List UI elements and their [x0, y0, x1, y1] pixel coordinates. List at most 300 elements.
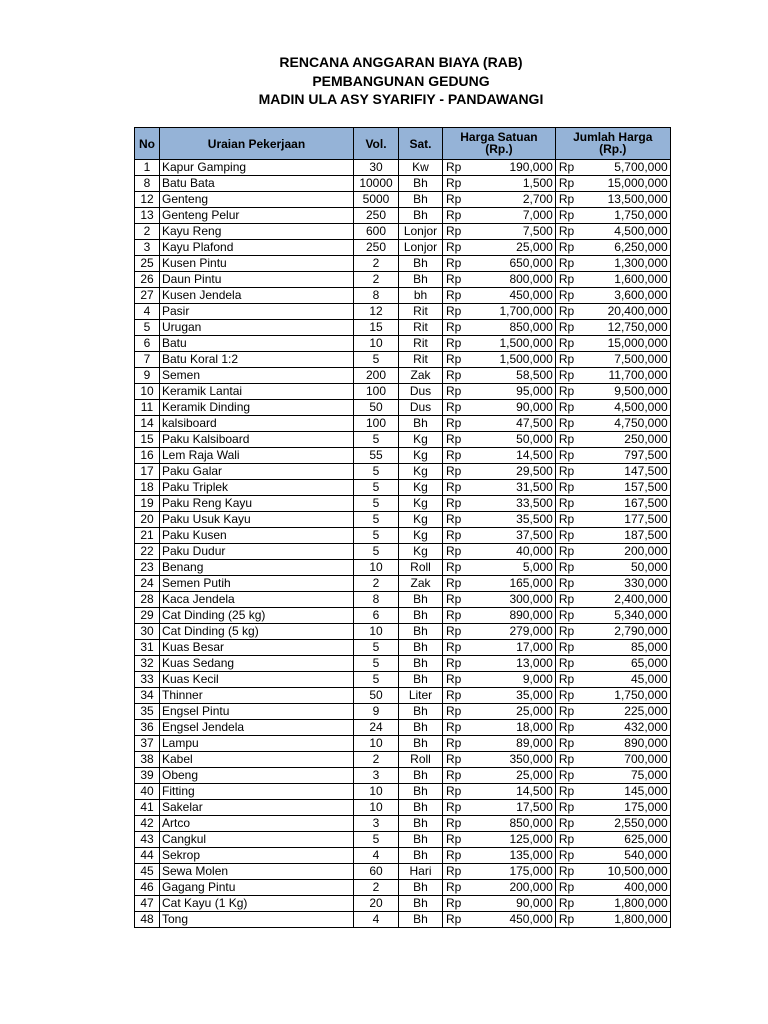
table-row: [135, 368, 671, 384]
cell-no: 21: [135, 528, 160, 544]
cell-sat: Bh: [399, 736, 443, 752]
cell-currency-harga: Rp: [443, 768, 464, 784]
cell-currency-jumlah: Rp: [555, 528, 576, 544]
cell-jumlah-harga: 250,000: [576, 432, 670, 448]
cell-vol: 20: [354, 896, 399, 912]
cell-sat: Kw: [399, 160, 443, 176]
cell-currency-harga: Rp: [443, 816, 464, 832]
cell-uraian: Kusen Jendela: [160, 288, 354, 304]
cell-currency-harga: Rp: [443, 464, 464, 480]
cell-no: 46: [135, 880, 160, 896]
cell-harga-satuan: 25,000: [463, 240, 555, 256]
cell-jumlah-harga: 540,000: [576, 848, 670, 864]
cell-currency-jumlah: Rp: [555, 608, 576, 624]
cell-currency-harga: Rp: [443, 688, 464, 704]
cell-vol: 5000: [354, 192, 399, 208]
cell-vol: 100: [354, 416, 399, 432]
cell-sat: Bh: [399, 176, 443, 192]
cell-uraian: Pasir: [160, 304, 354, 320]
cell-vol: 5: [354, 464, 399, 480]
cell-vol: 10: [354, 800, 399, 816]
cell-jumlah-harga: 200,000: [576, 544, 670, 560]
cell-uraian: Kayu Reng: [160, 224, 354, 240]
cell-currency-harga: Rp: [443, 192, 464, 208]
cell-jumlah-harga: 11,700,000: [576, 368, 670, 384]
cell-jumlah-harga: 5,340,000: [576, 608, 670, 624]
table-row: [135, 720, 671, 736]
cell-jumlah-harga: 700,000: [576, 752, 670, 768]
table-row: [135, 832, 671, 848]
cell-harga-satuan: 165,000: [463, 576, 555, 592]
cell-sat: Rit: [399, 320, 443, 336]
cell-vol: 600: [354, 224, 399, 240]
cell-harga-satuan: 37,500: [463, 528, 555, 544]
cell-jumlah-harga: 65,000: [576, 656, 670, 672]
cell-currency-harga: Rp: [443, 352, 464, 368]
cell-currency-jumlah: Rp: [555, 640, 576, 656]
cell-currency-jumlah: Rp: [555, 544, 576, 560]
cell-jumlah-harga: 2,790,000: [576, 624, 670, 640]
table-row: [135, 816, 671, 832]
cell-harga-satuan: 47,500: [463, 416, 555, 432]
cell-currency-jumlah: Rp: [555, 736, 576, 752]
cell-no: 44: [135, 848, 160, 864]
cell-currency-harga: Rp: [443, 320, 464, 336]
cell-currency-jumlah: Rp: [555, 704, 576, 720]
cell-currency-harga: Rp: [443, 720, 464, 736]
cell-harga-satuan: 9,000: [463, 672, 555, 688]
cell-jumlah-harga: 1,800,000: [576, 912, 670, 928]
cell-currency-harga: Rp: [443, 704, 464, 720]
cell-currency-harga: Rp: [443, 560, 464, 576]
header-harga-satuan-line1: Harga Satuan: [460, 130, 538, 144]
cell-currency-jumlah: Rp: [555, 368, 576, 384]
table-row: [135, 880, 671, 896]
cell-sat: Bh: [399, 592, 443, 608]
cell-currency-jumlah: Rp: [555, 208, 576, 224]
table-row: [135, 912, 671, 928]
cell-harga-satuan: 890,000: [463, 608, 555, 624]
cell-jumlah-harga: 45,000: [576, 672, 670, 688]
cell-uraian: Paku Dudur: [160, 544, 354, 560]
cell-uraian: Gagang Pintu: [160, 880, 354, 896]
cell-currency-harga: Rp: [443, 176, 464, 192]
cell-uraian: Batu Koral 1:2: [160, 352, 354, 368]
cell-currency-jumlah: Rp: [555, 768, 576, 784]
cell-jumlah-harga: 145,000: [576, 784, 670, 800]
cell-jumlah-harga: 85,000: [576, 640, 670, 656]
cell-vol: 3: [354, 816, 399, 832]
cell-harga-satuan: 7,500: [463, 224, 555, 240]
cell-sat: Rit: [399, 304, 443, 320]
cell-currency-jumlah: Rp: [555, 384, 576, 400]
cell-vol: 10: [354, 560, 399, 576]
cell-harga-satuan: 35,500: [463, 512, 555, 528]
cell-currency-jumlah: Rp: [555, 512, 576, 528]
cell-currency-jumlah: Rp: [555, 480, 576, 496]
cell-harga-satuan: 850,000: [463, 816, 555, 832]
cell-currency-harga: Rp: [443, 656, 464, 672]
table-row: [135, 864, 671, 880]
cell-jumlah-harga: 4,500,000: [576, 224, 670, 240]
cell-currency-harga: Rp: [443, 304, 464, 320]
title-line-3: MADIN ULA ASY SYARIFIY - PANDAWANGI: [258, 91, 544, 107]
cell-uraian: Batu: [160, 336, 354, 352]
cell-harga-satuan: 5,000: [463, 560, 555, 576]
cell-jumlah-harga: 167,500: [576, 496, 670, 512]
table-row: [135, 160, 671, 176]
header-harga-satuan-line2: (Rp.): [485, 141, 513, 156]
table-row: [135, 576, 671, 592]
table-row: [135, 304, 671, 320]
table-row: [135, 752, 671, 768]
cell-vol: 2: [354, 272, 399, 288]
cell-no: 37: [135, 736, 160, 752]
cell-jumlah-harga: 1,750,000: [576, 688, 670, 704]
cell-no: 39: [135, 768, 160, 784]
cell-vol: 5: [354, 512, 399, 528]
cell-vol: 10: [354, 784, 399, 800]
cell-jumlah-harga: 6,250,000: [576, 240, 670, 256]
cell-jumlah-harga: 1,300,000: [576, 256, 670, 272]
cell-harga-satuan: 190,000: [463, 160, 555, 176]
cell-jumlah-harga: 13,500,000: [576, 192, 670, 208]
cell-harga-satuan: 125,000: [463, 832, 555, 848]
cell-no: 24: [135, 576, 160, 592]
table-row: [135, 320, 671, 336]
cell-currency-jumlah: Rp: [555, 352, 576, 368]
cell-jumlah-harga: 50,000: [576, 560, 670, 576]
table-row: [135, 384, 671, 400]
cell-sat: Kg: [399, 480, 443, 496]
cell-harga-satuan: 450,000: [463, 912, 555, 928]
cell-sat: Bh: [399, 784, 443, 800]
table-row: [135, 272, 671, 288]
cell-sat: Kg: [399, 496, 443, 512]
cell-sat: Hari: [399, 864, 443, 880]
cell-harga-satuan: 25,000: [463, 704, 555, 720]
table-row: [135, 736, 671, 752]
cell-vol: 8: [354, 288, 399, 304]
cell-sat: Roll: [399, 560, 443, 576]
cell-currency-harga: Rp: [443, 640, 464, 656]
cell-currency-harga: Rp: [443, 384, 464, 400]
cell-currency-jumlah: Rp: [555, 192, 576, 208]
cell-currency-jumlah: Rp: [555, 832, 576, 848]
cell-sat: Bh: [399, 672, 443, 688]
cell-harga-satuan: 135,000: [463, 848, 555, 864]
cell-harga-satuan: 89,000: [463, 736, 555, 752]
cell-harga-satuan: 300,000: [463, 592, 555, 608]
cell-no: 20: [135, 512, 160, 528]
table-row: [135, 240, 671, 256]
cell-uraian: Paku Triplek: [160, 480, 354, 496]
cell-harga-satuan: 17,000: [463, 640, 555, 656]
cell-harga-satuan: 1,500,000: [463, 336, 555, 352]
cell-jumlah-harga: 330,000: [576, 576, 670, 592]
cell-vol: 12: [354, 304, 399, 320]
cell-vol: 9: [354, 704, 399, 720]
cell-jumlah-harga: 7,500,000: [576, 352, 670, 368]
cell-currency-harga: Rp: [443, 416, 464, 432]
cell-currency-jumlah: Rp: [555, 720, 576, 736]
cell-no: 17: [135, 464, 160, 480]
cell-uraian: Kuas Besar: [160, 640, 354, 656]
cell-sat: Bh: [399, 192, 443, 208]
cell-currency-harga: Rp: [443, 672, 464, 688]
cell-currency-jumlah: Rp: [555, 432, 576, 448]
cell-uraian: Paku Reng Kayu: [160, 496, 354, 512]
cell-currency-harga: Rp: [443, 368, 464, 384]
cell-currency-jumlah: Rp: [555, 256, 576, 272]
cell-currency-jumlah: Rp: [555, 800, 576, 816]
cell-jumlah-harga: 432,000: [576, 720, 670, 736]
header-row: [135, 128, 671, 160]
cell-no: 14: [135, 416, 160, 432]
cell-sat: Lonjor: [399, 240, 443, 256]
cell-uraian: Engsel Pintu: [160, 704, 354, 720]
cell-uraian: Genteng: [160, 192, 354, 208]
cell-harga-satuan: 450,000: [463, 288, 555, 304]
cell-vol: 250: [354, 240, 399, 256]
cell-sat: Bh: [399, 720, 443, 736]
table-row: [135, 432, 671, 448]
cell-currency-harga: Rp: [443, 432, 464, 448]
table-header: [135, 128, 671, 160]
cell-uraian: Paku Galar: [160, 464, 354, 480]
table-row: [135, 400, 671, 416]
cell-no: 33: [135, 672, 160, 688]
cell-sat: Bh: [399, 208, 443, 224]
cell-uraian: Benang: [160, 560, 354, 576]
cell-harga-satuan: 1,700,000: [463, 304, 555, 320]
cell-harga-satuan: 14,500: [463, 784, 555, 800]
cell-vol: 5: [354, 432, 399, 448]
cell-jumlah-harga: 175,000: [576, 800, 670, 816]
cell-harga-satuan: 35,000: [463, 688, 555, 704]
cell-harga-satuan: 18,000: [463, 720, 555, 736]
table-row: [135, 848, 671, 864]
cell-vol: 10: [354, 624, 399, 640]
cell-currency-jumlah: Rp: [555, 896, 576, 912]
table-row: [135, 208, 671, 224]
cell-no: 41: [135, 800, 160, 816]
cell-jumlah-harga: 225,000: [576, 704, 670, 720]
cell-vol: 4: [354, 912, 399, 928]
cell-sat: Bh: [399, 800, 443, 816]
table-row: [135, 480, 671, 496]
cell-harga-satuan: 2,700: [463, 192, 555, 208]
cell-currency-jumlah: Rp: [555, 464, 576, 480]
cell-sat: Bh: [399, 624, 443, 640]
cell-harga-satuan: 14,500: [463, 448, 555, 464]
cell-currency-jumlah: Rp: [555, 320, 576, 336]
cell-sat: Bh: [399, 640, 443, 656]
cell-no: 40: [135, 784, 160, 800]
cell-currency-jumlah: Rp: [555, 576, 576, 592]
cell-sat: Kg: [399, 544, 443, 560]
table-row: [135, 704, 671, 720]
cell-currency-jumlah: Rp: [555, 560, 576, 576]
table-row: [135, 352, 671, 368]
cell-jumlah-harga: 4,750,000: [576, 416, 670, 432]
cell-no: 4: [135, 304, 160, 320]
cell-vol: 8: [354, 592, 399, 608]
cell-vol: 10: [354, 736, 399, 752]
cell-vol: 200: [354, 368, 399, 384]
cell-sat: Lonjor: [399, 224, 443, 240]
cell-harga-satuan: 279,000: [463, 624, 555, 640]
cell-no: 5: [135, 320, 160, 336]
cell-harga-satuan: 200,000: [463, 880, 555, 896]
cell-currency-harga: Rp: [443, 576, 464, 592]
cell-currency-harga: Rp: [443, 896, 464, 912]
cell-currency-harga: Rp: [443, 160, 464, 176]
table-row: [135, 256, 671, 272]
cell-no: 16: [135, 448, 160, 464]
cell-currency-jumlah: Rp: [555, 336, 576, 352]
cell-harga-satuan: 31,500: [463, 480, 555, 496]
cell-vol: 5: [354, 352, 399, 368]
cell-vol: 10000: [354, 176, 399, 192]
cell-sat: Bh: [399, 416, 443, 432]
cell-jumlah-harga: 15,000,000: [576, 176, 670, 192]
cell-sat: Bh: [399, 608, 443, 624]
cell-no: 25: [135, 256, 160, 272]
cell-jumlah-harga: 147,500: [576, 464, 670, 480]
table-row: [135, 560, 671, 576]
cell-uraian: Cat Dinding (5 kg): [160, 624, 354, 640]
cell-sat: Bh: [399, 256, 443, 272]
cell-jumlah-harga: 187,500: [576, 528, 670, 544]
cell-no: 43: [135, 832, 160, 848]
cell-uraian: Paku Kalsiboard: [160, 432, 354, 448]
cell-uraian: Kuas Kecil: [160, 672, 354, 688]
cell-no: 29: [135, 608, 160, 624]
cell-vol: 10: [354, 336, 399, 352]
header-no: No: [135, 128, 160, 160]
cell-currency-jumlah: Rp: [555, 448, 576, 464]
cell-vol: 3: [354, 768, 399, 784]
cell-vol: 60: [354, 864, 399, 880]
cell-vol: 5: [354, 544, 399, 560]
cell-vol: 5: [354, 528, 399, 544]
header-uraian: Uraian Pekerjaan: [160, 128, 354, 160]
cell-sat: Kg: [399, 464, 443, 480]
cell-harga-satuan: 1,500: [463, 176, 555, 192]
cell-currency-harga: Rp: [443, 224, 464, 240]
cell-currency-jumlah: Rp: [555, 160, 576, 176]
cell-no: 22: [135, 544, 160, 560]
cell-no: 27: [135, 288, 160, 304]
cell-sat: Roll: [399, 752, 443, 768]
cell-currency-harga: Rp: [443, 832, 464, 848]
cell-currency-harga: Rp: [443, 864, 464, 880]
header-jumlah-harga-line1: Jumlah Harga: [573, 130, 653, 144]
table-row: [135, 464, 671, 480]
table-row: [135, 656, 671, 672]
cell-no: 11: [135, 400, 160, 416]
cell-vol: 50: [354, 400, 399, 416]
cell-currency-harga: Rp: [443, 240, 464, 256]
cell-currency-jumlah: Rp: [555, 864, 576, 880]
cell-uraian: Cat Kayu (1 Kg): [160, 896, 354, 912]
cell-uraian: Kaca Jendela: [160, 592, 354, 608]
cell-vol: 5: [354, 832, 399, 848]
cell-sat: Kg: [399, 448, 443, 464]
cell-jumlah-harga: 2,400,000: [576, 592, 670, 608]
cell-sat: Bh: [399, 896, 443, 912]
cell-sat: Dus: [399, 384, 443, 400]
cell-jumlah-harga: 1,600,000: [576, 272, 670, 288]
cell-uraian: Batu Bata: [160, 176, 354, 192]
cell-sat: Kg: [399, 432, 443, 448]
table-row: [135, 688, 671, 704]
cell-currency-harga: Rp: [443, 736, 464, 752]
cell-jumlah-harga: 3,600,000: [576, 288, 670, 304]
cell-jumlah-harga: 177,500: [576, 512, 670, 528]
cell-currency-jumlah: Rp: [555, 416, 576, 432]
header-vol: Vol.: [354, 128, 399, 160]
cell-jumlah-harga: 20,400,000: [576, 304, 670, 320]
cell-harga-satuan: 95,000: [463, 384, 555, 400]
cell-harga-satuan: 90,000: [463, 400, 555, 416]
cell-harga-satuan: 50,000: [463, 432, 555, 448]
cell-no: 13: [135, 208, 160, 224]
cell-currency-jumlah: Rp: [555, 752, 576, 768]
cell-no: 48: [135, 912, 160, 928]
header-jumlah-harga: [555, 128, 670, 160]
cell-vol: 15: [354, 320, 399, 336]
cell-sat: Kg: [399, 528, 443, 544]
cell-sat: Bh: [399, 656, 443, 672]
cell-jumlah-harga: 12,750,000: [576, 320, 670, 336]
cell-no: 7: [135, 352, 160, 368]
cell-sat: Rit: [399, 352, 443, 368]
cell-harga-satuan: 800,000: [463, 272, 555, 288]
table-row: [135, 336, 671, 352]
cell-currency-harga: Rp: [443, 208, 464, 224]
cell-sat: bh: [399, 288, 443, 304]
cell-currency-harga: Rp: [443, 912, 464, 928]
cell-jumlah-harga: 5,700,000: [576, 160, 670, 176]
cell-uraian: Semen Putih: [160, 576, 354, 592]
cell-no: 31: [135, 640, 160, 656]
cell-harga-satuan: 29,500: [463, 464, 555, 480]
cell-no: 6: [135, 336, 160, 352]
table-row: [135, 496, 671, 512]
cell-uraian: Obeng: [160, 768, 354, 784]
cell-harga-satuan: 7,000: [463, 208, 555, 224]
table-row: [135, 800, 671, 816]
cell-no: 26: [135, 272, 160, 288]
cell-jumlah-harga: 797,500: [576, 448, 670, 464]
cell-harga-satuan: 850,000: [463, 320, 555, 336]
cell-uraian: Kusen Pintu: [160, 256, 354, 272]
cell-uraian: Sakelar: [160, 800, 354, 816]
cell-harga-satuan: 650,000: [463, 256, 555, 272]
cell-sat: Zak: [399, 576, 443, 592]
cell-no: 34: [135, 688, 160, 704]
cell-harga-satuan: 58,500: [463, 368, 555, 384]
cell-currency-harga: Rp: [443, 592, 464, 608]
cell-uraian: Engsel Jendela: [160, 720, 354, 736]
cell-jumlah-harga: 400,000: [576, 880, 670, 896]
cell-vol: 2: [354, 880, 399, 896]
cell-uraian: Thinner: [160, 688, 354, 704]
cell-uraian: Paku Kusen: [160, 528, 354, 544]
cell-vol: 4: [354, 848, 399, 864]
